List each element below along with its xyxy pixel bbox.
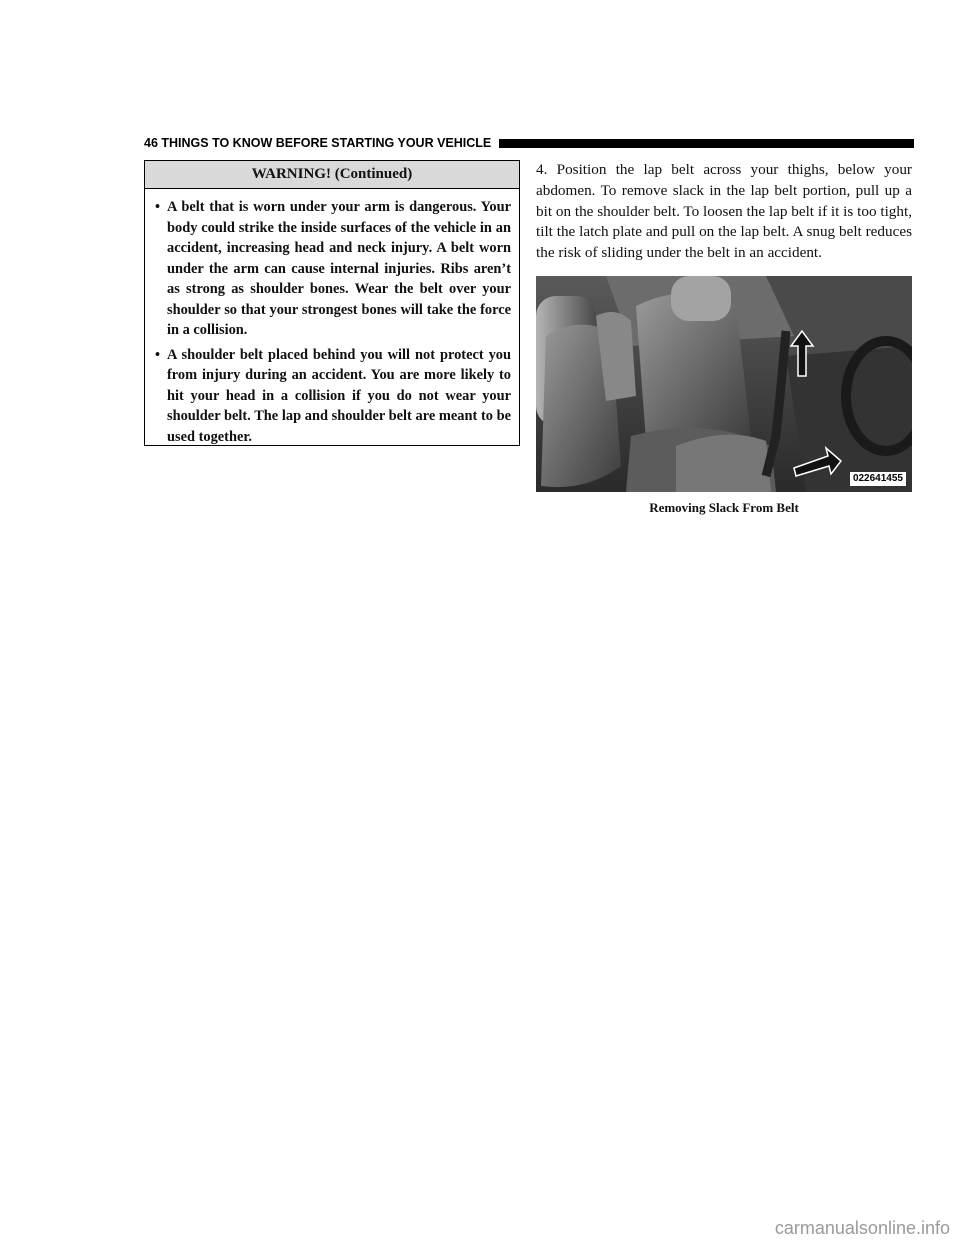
bullet-icon: • (155, 199, 161, 215)
watermark-text: carmanualsonline.info (774, 1218, 950, 1238)
warning-title: WARNING! (Continued) (145, 161, 519, 189)
warning-item-text: A shoulder belt placed behind you will not protect you from injury during an accident. You are more likely to hit your head in a collision if you do not wear your shoulder belt. The lap and shoulder belt are meant to be used together. (167, 346, 511, 445)
figure-caption: Removing Slack From Belt (649, 500, 799, 515)
running-header (144, 136, 914, 150)
warning-item (155, 197, 511, 341)
instruction-paragraph: 4. Position the lap belt across your thighs, below your abdomen. To remove slack in the lap belt portion, pull up a bit on the shoulder belt. To loosen the lap belt if it is too tight, tilt the latch plate and pull on the lap belt. A snug belt reduces the risk of sliding under the belt in an accident. (536, 161, 912, 262)
seat-belt-illustration (536, 276, 912, 492)
warning-item-text: A belt that is worn under your arm is dangerous. Your body could strike the inside surfaces of the vehicle in an accident, increasing head and neck injury. A belt worn under the arm can cause internal injuries. Ribs aren’t as strong as shoulder bones. Wear the belt over your shoulder so that your strongest bones will take the force in a collision. (167, 199, 511, 338)
header-title: 46 THINGS TO KNOW BEFORE STARTING YOUR VEHICLE (144, 136, 499, 150)
bullet-icon: • (155, 346, 161, 363)
warning-item (155, 345, 511, 448)
warning-list (145, 189, 519, 447)
car-interior-photo (536, 276, 912, 492)
figure-id-label: 022641455 (850, 472, 906, 486)
warning-box (144, 160, 520, 446)
